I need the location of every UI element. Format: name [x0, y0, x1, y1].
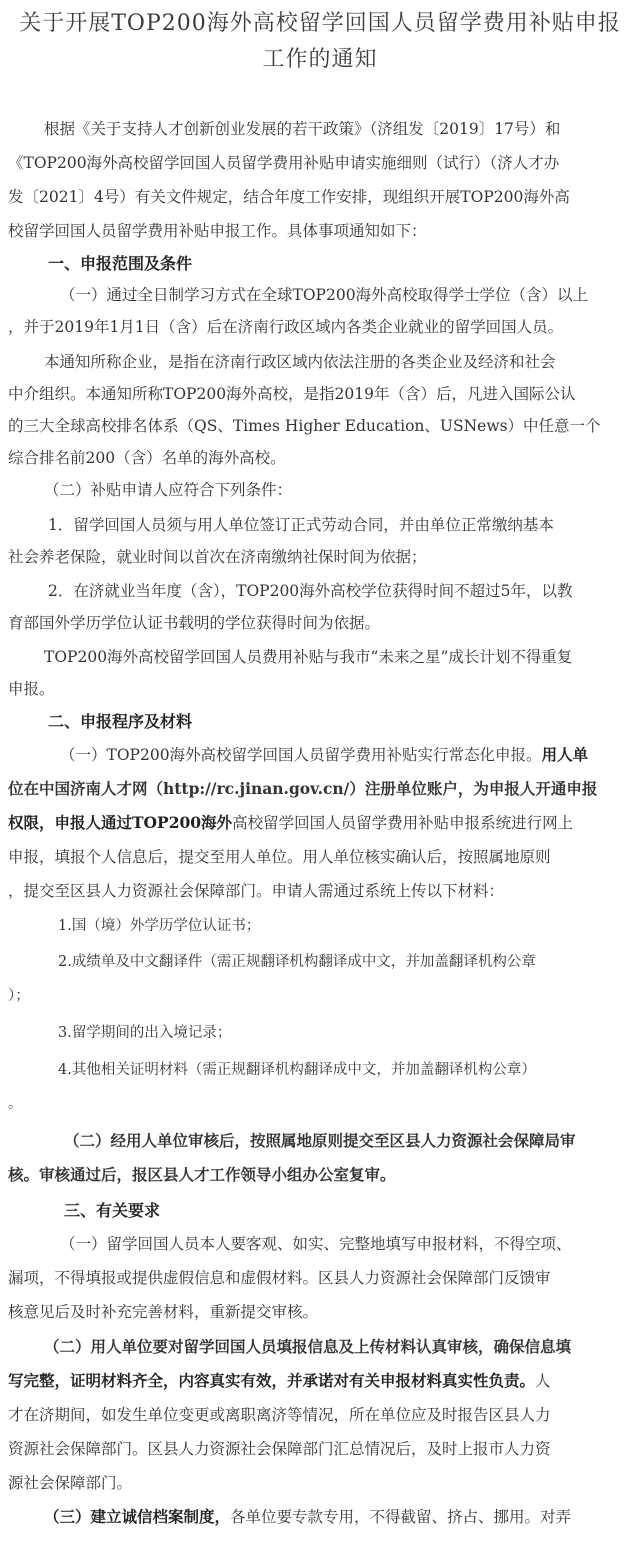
section3-heading: 三、有关要求 — [64, 1201, 161, 1220]
paragraph-line: （一）留学回国人员本人要客观、如实、完整地填写申报材料，不得空项、 — [60, 1235, 572, 1253]
material-item: 3.留学期间的出入境记录； — [58, 1025, 232, 1041]
paragraph-line: 位在中国济南人才网（http://rc.jinan.gov.cn/）注册单位账户，为申报人开通申报 — [8, 779, 598, 798]
section2-heading: 二、申报程序及材料 — [48, 712, 193, 731]
intro-line: 发〔2021〕4号）有关文件规定，结合年度工作安排，现组织开展TOP200海外高 — [8, 188, 570, 206]
paragraph-line: 社会养老保险，就业时间以首次在济南缴纳社保时间为依据； — [8, 548, 427, 566]
material-item: 4.其他相关证明材料（需正规翻译机构翻译成中文，并加盖翻译机构公章） — [58, 1062, 536, 1078]
document-title-line2: 工作的通知 — [262, 47, 378, 72]
paragraph-line: 中介组织。本通知所称TOP200海外高校，是指2019年（含）后，凡进入国际公认 — [8, 385, 576, 403]
material-item: ）； — [8, 988, 30, 1004]
paragraph-line: 的三大全球高校排名体系（QS、Times Higher Education、USNews）中任意一个 — [8, 417, 601, 435]
material-item: 。 — [8, 1096, 23, 1112]
paragraph-line: 育部国外学历学位认证书载明的学位获得时间为依据。 — [8, 614, 381, 632]
intro-line: 《TOP200海外高校留学回国人员留学费用补贴申请实施细则（试行）（济人才办 — [8, 154, 560, 172]
paragraph-bold-text: 权限，申报人通过TOP200海外 — [8, 813, 233, 832]
material-item: 2.成绩单及中文翻译件（需正规翻译机构翻译成中文，并加盖翻译机构公章 — [58, 954, 536, 970]
material-item: 1.国（境）外学历学位认证书； — [58, 918, 261, 934]
paragraph-line: ，并于2019年1月1日（含）后在济南行政区域内各类企业就业的留学回国人员。 — [8, 318, 564, 336]
paragraph-bold-text: 用人单 — [541, 745, 589, 764]
paragraph-line: 核。审核通过后，报区县人才工作领导小组办公室复审。 — [8, 1165, 396, 1184]
paragraph-line: 源社会保障部门。 — [8, 1474, 133, 1492]
paragraph-line: 1．留学回国人员须与用人单位签订正式劳动合同，并由单位正常缴纳基本 — [48, 516, 554, 534]
paragraph-line — [44, 1501, 571, 1533]
paragraph-line: 综合排名前200（含）名单的海外高校。 — [8, 449, 286, 467]
paragraph-text: （一）TOP200海外高校留学回国人员留学费用补贴实行常态化申报。 — [60, 746, 542, 764]
paragraph-text: 高校留学回国人员留学费用补贴申报系统进行网上 — [232, 814, 574, 832]
section1-heading: 一、申报范围及条件 — [48, 254, 193, 273]
paragraph-line: 申报。 — [8, 680, 55, 698]
paragraph-line: 漏项，不得填报或提供虚假信息和虚假材料。区县人力资源社会保障部门反馈审 — [8, 1269, 551, 1287]
paragraph-line: （二）经用人单位审核后，按照属地原则提交至区县人力资源社会保障局审 — [64, 1131, 576, 1150]
paragraph-line: 核意见后及时补充完善材料，重新提交审核。 — [8, 1303, 319, 1321]
paragraph-line — [8, 1365, 551, 1397]
paragraph-line: 才在济期间，如发生单位变更或离职离济等情况，所在单位应及时报告区县人力 — [8, 1406, 551, 1424]
intro-line: 校留学回国人员留学费用补贴申报工作。具体事项通知如下： — [8, 222, 427, 240]
paragraph-line — [60, 739, 588, 771]
paragraph-text: 人 — [535, 1372, 551, 1390]
paragraph-line: （二）补贴申请人应符合下列条件： — [44, 481, 293, 499]
paragraph-text: 各单位要专款专用，不得截留、挤占、挪用。对弄 — [230, 1508, 572, 1526]
paragraph-bold-text: 写完整，证明材料齐全，内容真实有效，并承诺对有关申报材料真实性负责。 — [8, 1371, 536, 1390]
document-title-line1: 关于开展TOP200海外高校留学回国人员留学费用补贴申报 — [19, 11, 621, 36]
paragraph-bold-text: （三）建立诚信档案制度， — [44, 1507, 231, 1526]
paragraph-line: 资源社会保障部门。区县人力资源社会保障部门汇总情况后，及时上报市人力资 — [8, 1440, 551, 1458]
paragraph-line: 申报，填报个人信息后，提交至用人单位。用人单位核实确认后，按照属地原则 — [8, 848, 551, 866]
paragraph-line: 本通知所称企业，是指在济南行政区域内依法注册的各类企业及经济和社会 — [44, 353, 556, 371]
paragraph-line: 2．在济就业当年度（含），TOP200海外高校学位获得时间不超过5年，以教 — [48, 582, 573, 600]
intro-line: 根据《关于支持人才创新创业发展的若干政策》（济组发〔2019〕17号）和 — [44, 120, 561, 138]
paragraph-line: TOP200海外高校留学回国人员费用补贴与我市“未来之星”成长计划不得重复 — [44, 648, 573, 666]
paragraph-line: （二）用人单位要对留学回国人员填报信息及上传材料认真审核，确保信息填 — [44, 1337, 572, 1356]
paragraph-line — [8, 807, 573, 839]
paragraph-line: ，提交至区县人力资源社会保障部门。申请人需通过系统上传以下材料： — [8, 882, 505, 900]
paragraph-line: （一）通过全日制学习方式在全球TOP200海外高校取得学士学位（含）以上 — [60, 286, 589, 304]
